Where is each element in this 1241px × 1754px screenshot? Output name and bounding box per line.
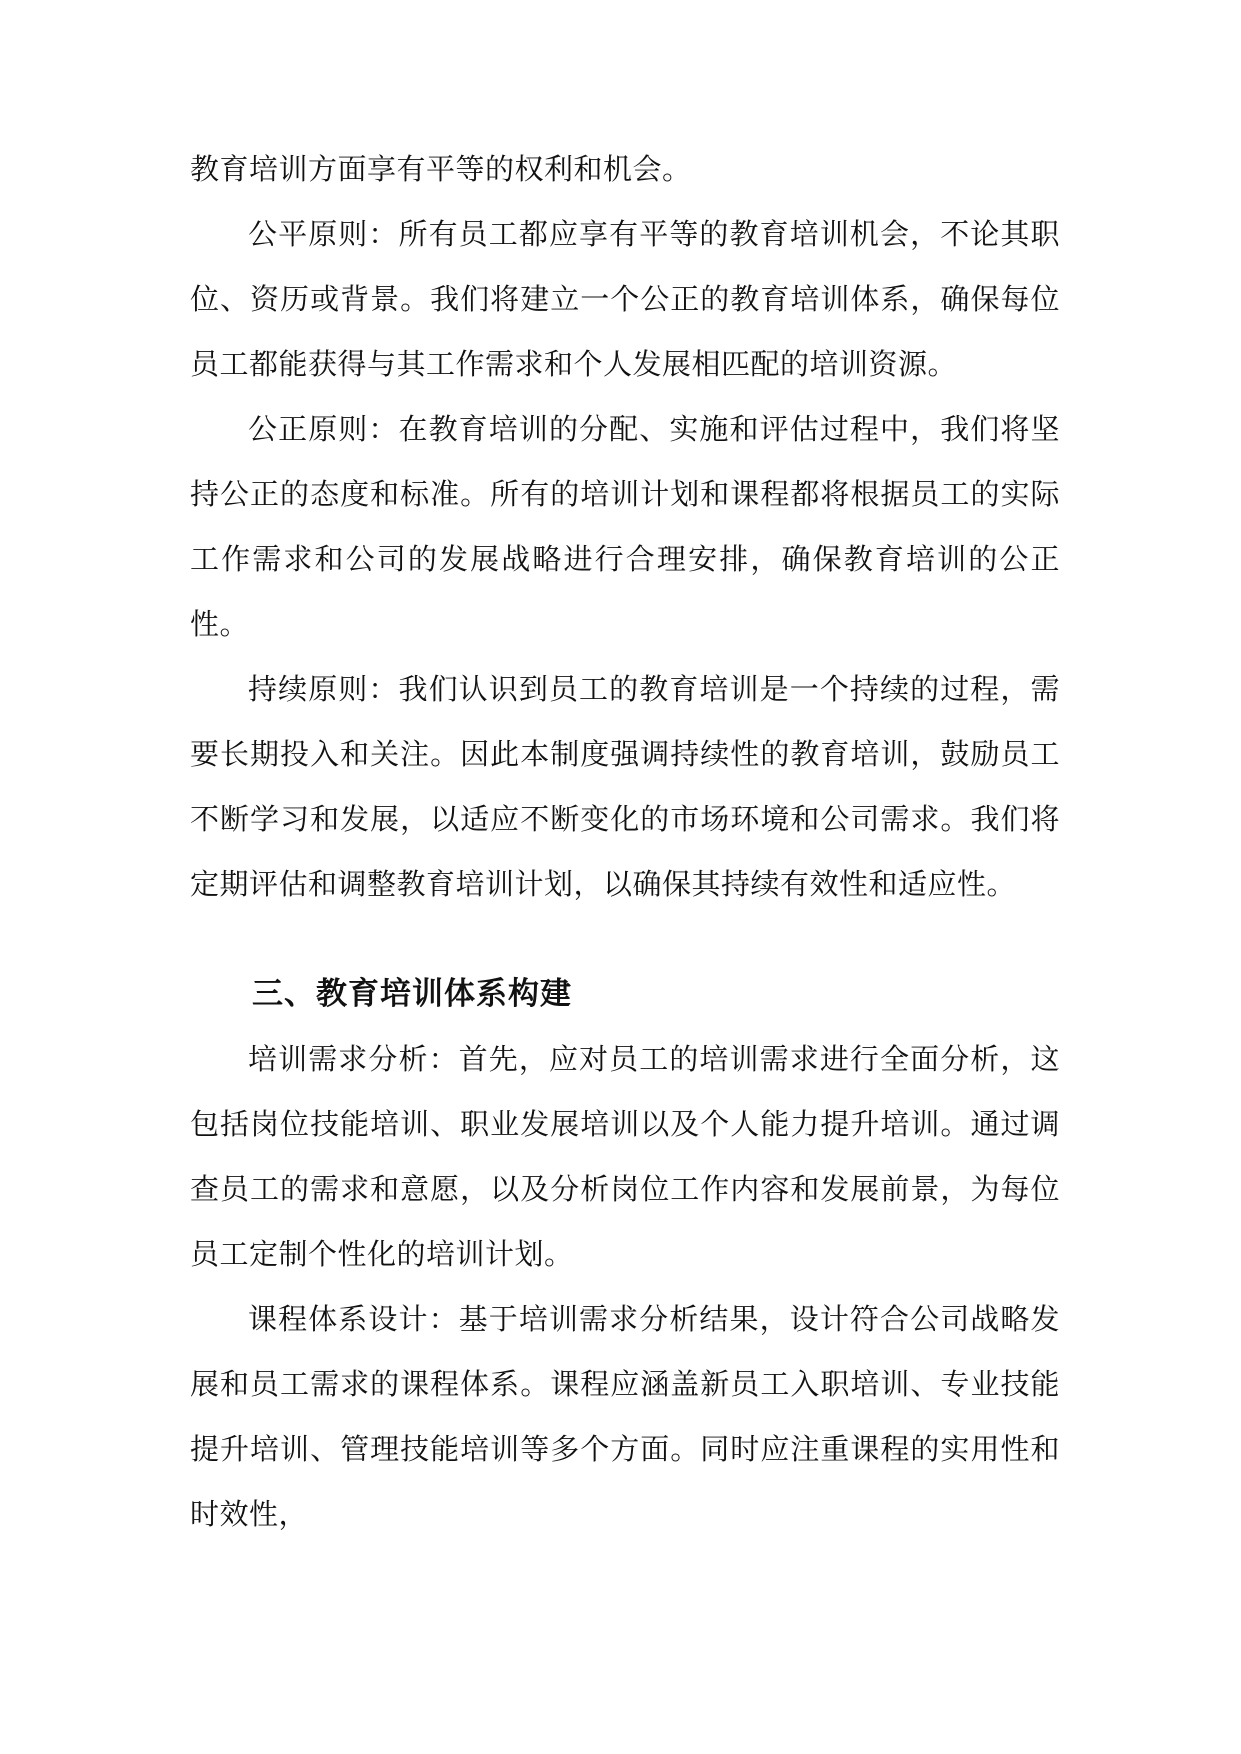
section-heading: 三、教育培训体系构建 [252, 976, 572, 1012]
document-body [190, 137, 1060, 1547]
paragraph-continuation: 教育培训方面享有平等的权利和机会。 [190, 152, 692, 186]
paragraph-training-needs-analysis: 培训需求分析：首先，应对员工的培训需求进行全面分析，这包括岗位技能培训、职业发展培训以及个人能力提升培训。通过调查员工的需求和意愿，以及分析岗位工作内容和发展前景，为每位员工定制个性化的培训计划。 [190, 1042, 1060, 1271]
paragraph-continuity-principle: 持续原则：我们认识到员工的教育培训是一个持续的过程，需要长期投入和关注。因此本制度强调持续性的教育培训，鼓励员工不断学习和发展，以适应不断变化的市场环境和公司需求。我们将定期评估和调整教育培训计划，以确保其持续有效性和适应性。 [190, 672, 1060, 901]
paragraph-course-system-design: 课程体系设计：基于培训需求分析结果，设计符合公司战略发展和员工需求的课程体系。课程应涵盖新员工入职培训、专业技能提升培训、管理技能培训等多个方面。同时应注重课程的实用性和时效性， [190, 1302, 1060, 1531]
paragraph-fairness-principle: 公平原则：所有员工都应享有平等的教育培训机会，不论其职位、资历或背景。我们将建立一个公正的教育培训体系，确保每位员工都能获得与其工作需求和个人发展相匹配的培训资源。 [190, 217, 1060, 381]
paragraph-justice-principle: 公正原则：在教育培训的分配、实施和评估过程中，我们将坚持公正的态度和标准。所有的培训计划和课程都将根据员工的实际工作需求和公司的发展战略进行合理安排，确保教育培训的公正性。 [190, 412, 1060, 641]
